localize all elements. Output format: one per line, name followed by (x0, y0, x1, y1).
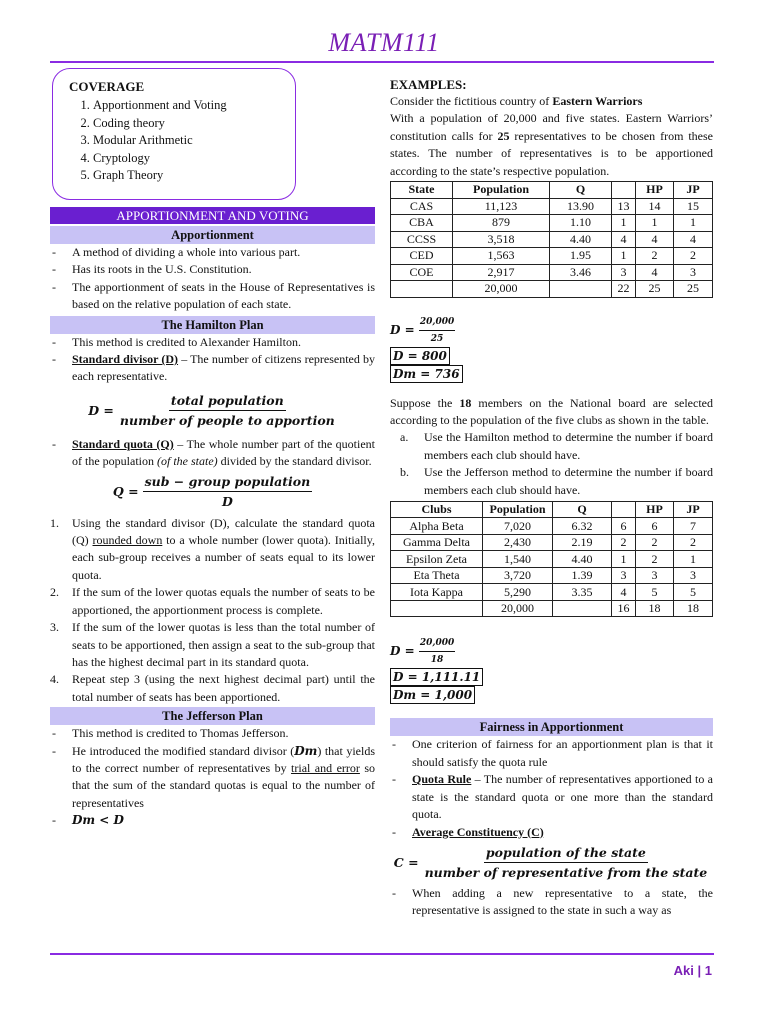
table-row: CAS 11,123 13.90 13 14 15 (391, 198, 713, 215)
table-row: 20,000 16 18 18 (391, 600, 713, 617)
states-table (390, 181, 713, 298)
definition: – The number of citizens represented by each representative. (72, 352, 376, 384)
formula-den: D (221, 494, 233, 510)
table-row: Gamma Delta 2,430 2.19 2 2 2 (391, 534, 713, 551)
list-item: - When adding a new representative to a state, the representative is assigned to the state in such a way as (390, 885, 713, 920)
calc-block-1: D = $\frac{20,000}{25}$ D = 800 Dm = 736 (390, 314, 713, 383)
coverage-item: 2. Coding theory (93, 115, 295, 133)
definition: divided by the standard divisor. (217, 454, 372, 469)
coverage-heading: COVERAGE (69, 79, 145, 94)
boxed-result: D = 800 (390, 347, 450, 365)
clubs-table (390, 501, 713, 618)
intro: Consider the fictitious country of Eastern Warriors (390, 94, 643, 108)
list-item: - One criterion of fairness for an apportionment plan is that it should satisfy the quota rule (390, 736, 713, 771)
boxed-result: D = 1,111.11 (390, 668, 483, 686)
coverage-box (52, 68, 296, 200)
formula-lhs: Q = (112, 484, 139, 500)
formula-num: sub − group population (143, 474, 313, 492)
table-row: CED 1,563 1.95 1 2 2 (391, 248, 713, 265)
right-column (390, 76, 713, 920)
table-row: CBA 879 1.10 1 1 1 (391, 215, 713, 232)
list-item: a. Use the Hamilton method to determine the number if board members each club should have. (400, 430, 713, 462)
list-item: - The apportionment of seats in the House of Representatives is based on the relative population of each state. (50, 279, 375, 314)
inequality: Dm < D (72, 813, 124, 828)
column-header: JP (674, 501, 713, 518)
list-item: 4. Repeat step 3 (using the next highest decimal part) until the total number of seats has been apportioned. (50, 672, 375, 704)
table-row: Eta Theta 3,720 1.39 3 3 3 (391, 567, 713, 584)
coverage-item: 3. Modular Arithmetic (93, 132, 295, 150)
list-item: - This method is credited to Thomas Jefferson. (50, 725, 375, 742)
constituency-formula: C = $\frac{\text{population of the state}}{\text{number of representative from the state}}$ (393, 845, 708, 881)
quota-formula (50, 471, 375, 513)
column-header (612, 182, 636, 199)
fairness-bullets (390, 736, 713, 840)
examples-heading: EXAMPLES: (390, 77, 467, 92)
question-2: Suppose the 18 members on the National board are selected according to the population of the five clubs as shown in the table. (390, 395, 713, 427)
column-header: Q (550, 182, 612, 199)
fairness-bullets-2 (390, 885, 713, 920)
page-footer: Aki | 1 (673, 963, 712, 978)
question-2-items (390, 429, 713, 499)
list-item (50, 351, 375, 386)
list-item: b. Use the Jefferson method to determine the number if board members each club should have. (400, 465, 713, 497)
divisor-formula (50, 386, 375, 436)
list-item: 3. If the sum of the lower quotas is less than the total number of seats to be apportioned, then assign a seat to the sub-group that has the highest decimal part in its standard quota. (50, 620, 375, 669)
section-band: APPORTIONMENT AND VOTING (50, 207, 375, 224)
intro-2: With a population of 20,000 and five states. Eastern Warriors’ constitution calls for 25 representatives to be chosen from these states. The number of representatives is to be apportioned according to the state’s respective population. (390, 111, 713, 178)
column-header: JP (674, 182, 713, 199)
hamilton-heading: The Hamilton Plan (50, 316, 375, 334)
definition: – The whole number part of the quotient of the population (72, 436, 376, 469)
list-item: - This method is credited to Alexander Hamilton. (50, 334, 375, 351)
column-header: HP (636, 501, 674, 518)
apportionment-heading: Apportionment (50, 226, 375, 244)
list-item (50, 812, 375, 829)
calc-block-2: D = $\frac{20,000}{18}$ D = 1,111.11 Dm = 1,000 (390, 635, 713, 704)
quota-bullets (50, 436, 375, 471)
column-header: Population (453, 182, 550, 199)
column-header: Population (483, 501, 553, 518)
jefferson-heading: The Jefferson Plan (50, 707, 375, 725)
list-item (50, 436, 375, 471)
hamilton-bullets (50, 334, 375, 386)
top-rule (50, 61, 714, 63)
list-item: 2. If the sum of the lower quotas equals the number of seats to be apportioned, the apportionment process is complete. (50, 585, 375, 617)
coverage-item: 5. Graph Theory (93, 167, 295, 185)
column-header: HP (636, 182, 674, 199)
definition-italic: (of the state) (156, 454, 218, 469)
table-row: 20,000 22 25 25 (391, 281, 713, 298)
column-header: Clubs (391, 501, 483, 518)
coverage-item: 1. Apportionment and Voting (93, 97, 295, 115)
term: Standard divisor (D) (72, 352, 179, 367)
bottom-rule (50, 953, 714, 955)
list-item: - A method of dividing a whole into various part. (50, 244, 375, 261)
list-item: 1. Using the standard divisor (D), calculate the standard quota (Q) rounded down to a whole number (lower quota). Initially, each sub-group receives a number of seats equal to its lower quota. (50, 515, 375, 582)
apportionment-bullets (50, 244, 375, 314)
page-title: MATM111 (328, 28, 440, 57)
column-header (612, 501, 636, 518)
coverage-list (69, 97, 295, 185)
column-header: State (391, 182, 453, 199)
boxed-result: Dm = 1,000 (390, 686, 475, 704)
left-column (50, 207, 375, 830)
table-row: Iota Kappa 5,290 3.35 4 5 5 (391, 584, 713, 601)
list-item: - Quota Rule – The number of representatives apportioned to a state is the standard quota or one more than the standard quota. (390, 771, 713, 823)
table-row: Epsilon Zeta 1,540 4.40 1 2 1 (391, 551, 713, 568)
coverage-item: 4. Cryptology (93, 150, 295, 168)
formula-den: number of people to apportion (119, 413, 335, 429)
term: Standard quota (Q) (72, 436, 174, 451)
formula-lhs: D = (88, 403, 114, 419)
list-item: - Has its roots in the U.S. Constitution. (50, 261, 375, 278)
table-row: Alpha Beta 7,020 6.32 6 6 7 (391, 518, 713, 535)
column-header: Q (553, 501, 612, 518)
list-item: - Average Constituency (C) (390, 824, 713, 841)
table-row: COE 2,917 3.46 3 4 3 (391, 264, 713, 281)
formula-num: total population (169, 393, 286, 411)
fairness-heading: Fairness in Apportionment (390, 718, 713, 736)
boxed-result: Dm = 736 (390, 365, 463, 383)
hamilton-steps (50, 515, 375, 706)
table-row: CCSS 3,518 4.40 4 4 4 (391, 231, 713, 248)
list-item: - He introduced the modified standard divisor (Dm) that yields to the correct number of representatives by trial and error so that the sum of the standard quotas is equal to the number of representatives (50, 743, 375, 813)
jefferson-bullets (50, 725, 375, 829)
